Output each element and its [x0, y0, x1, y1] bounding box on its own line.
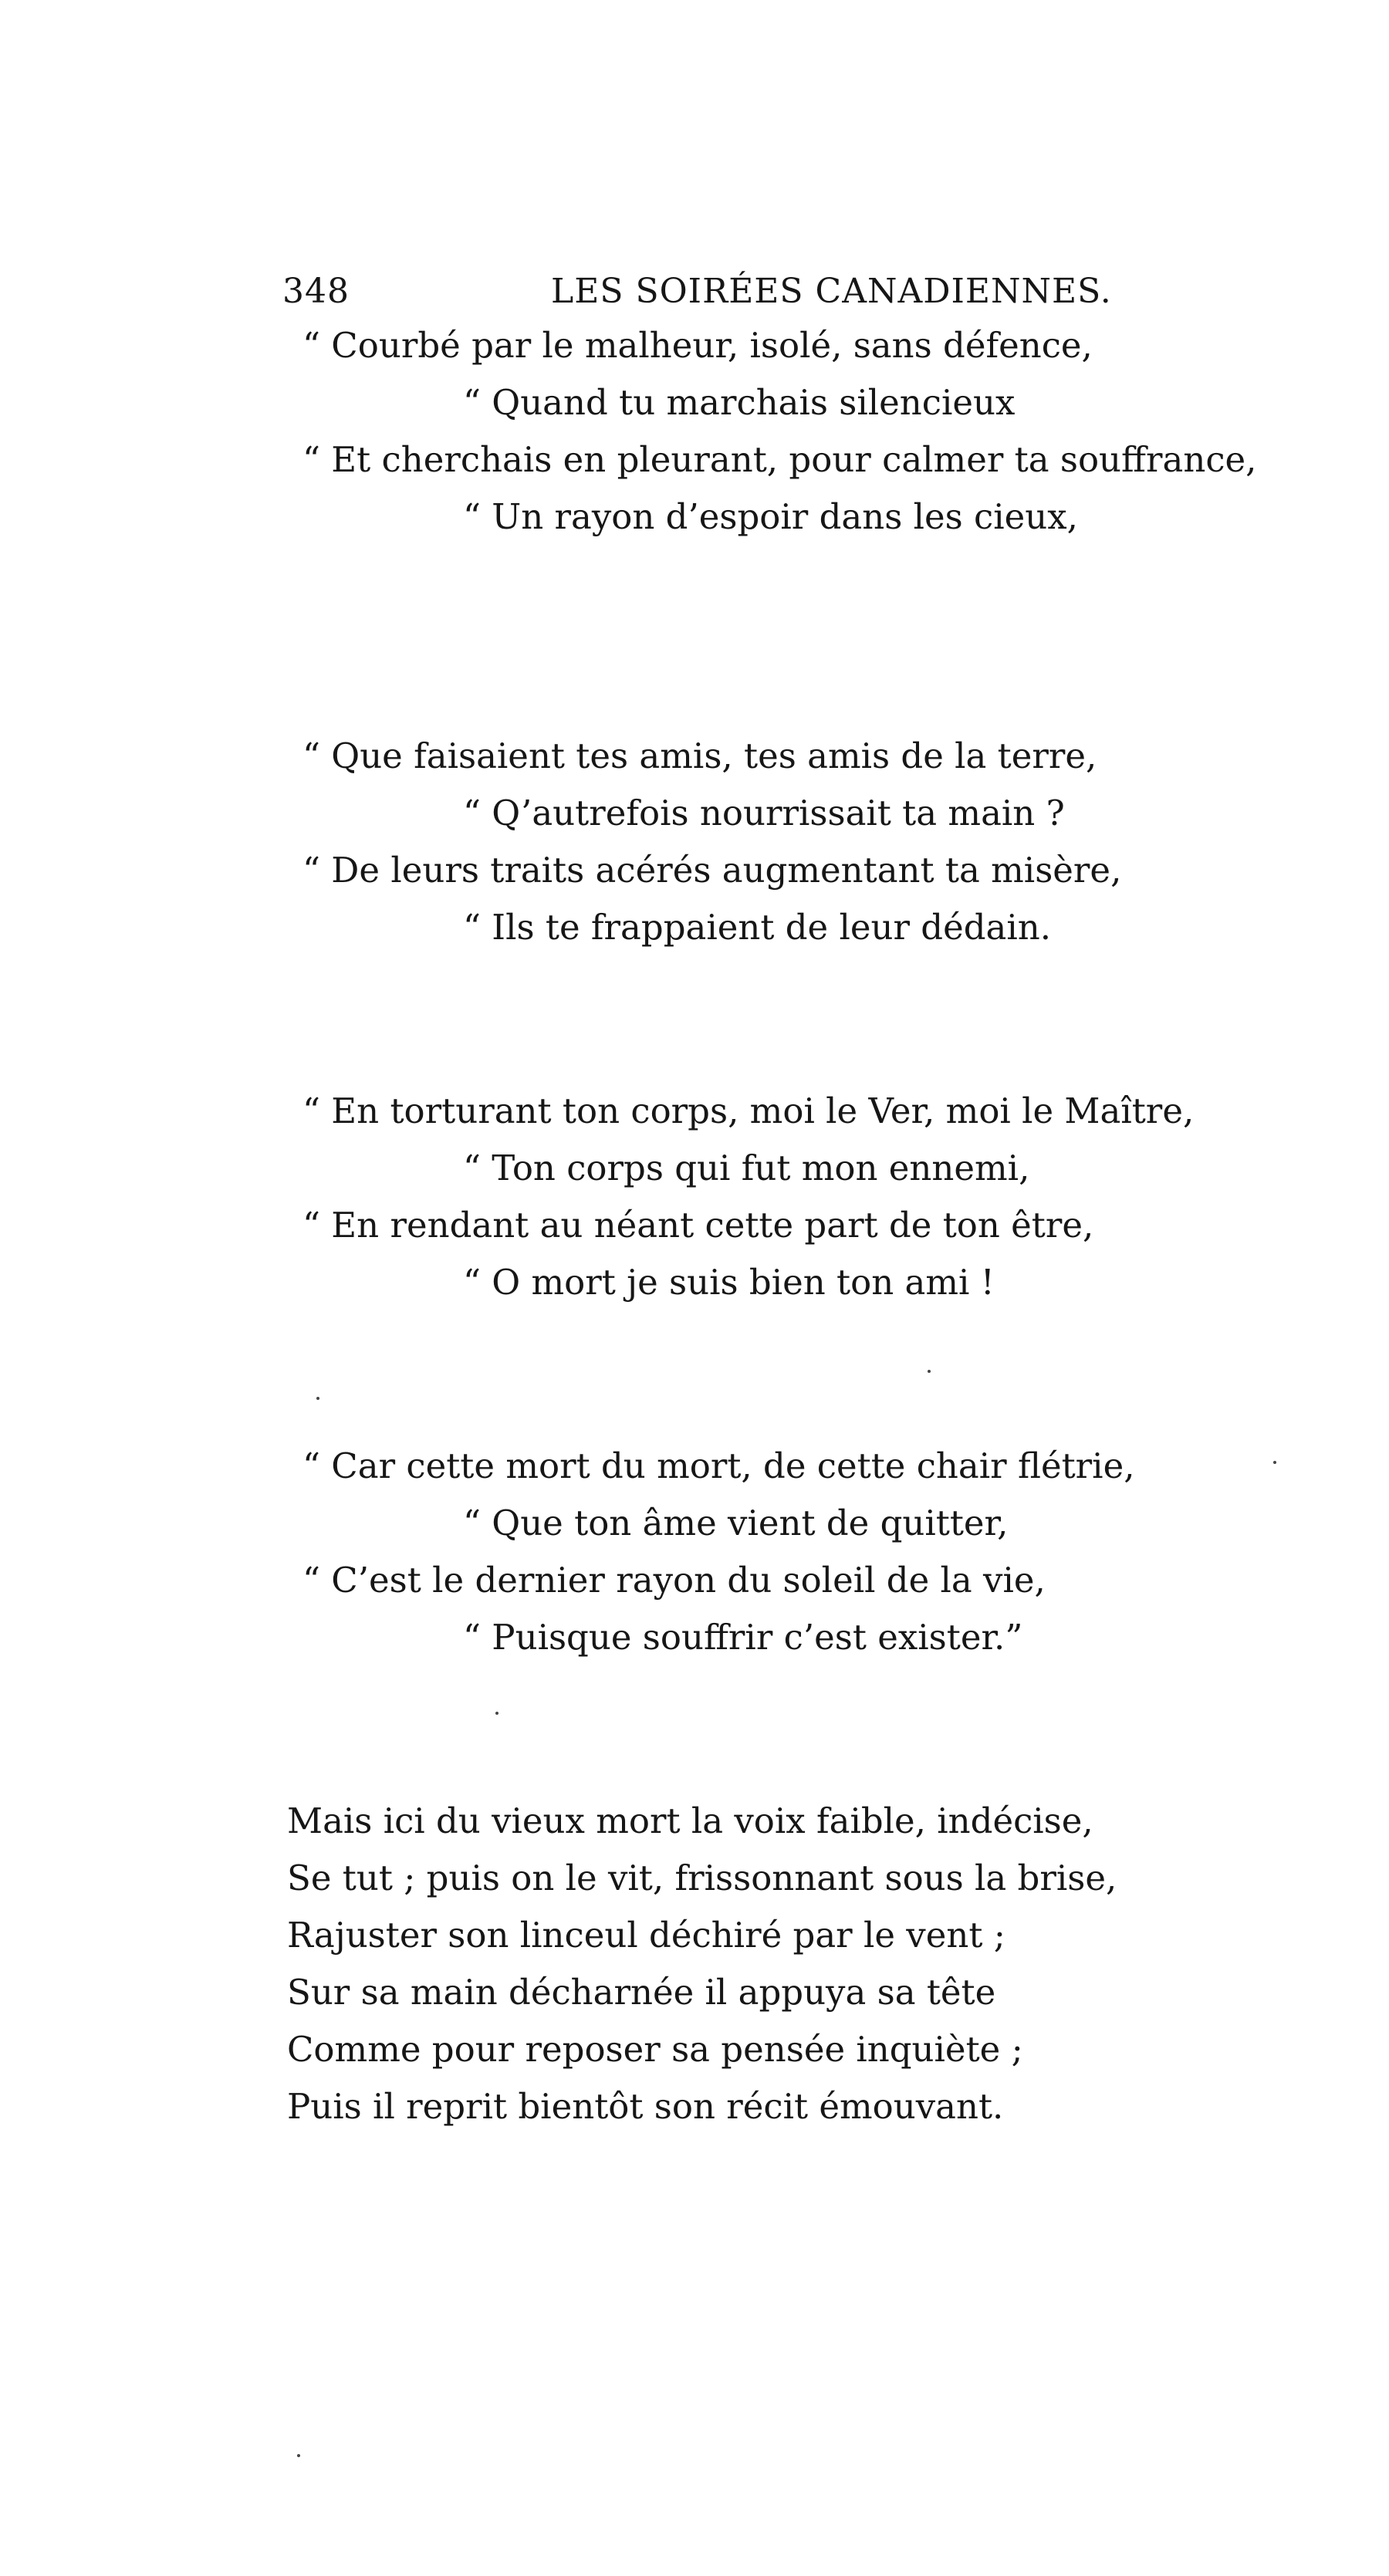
verse-line: “ Et cherchais en pleurant, pour calmer ta souffrance, — [302, 439, 1257, 480]
verse-line: “ Courbé par le malheur, isolé, sans défence, — [302, 325, 1093, 366]
verse-line: “ Puisque souffrir c’est exister.” — [463, 1617, 1023, 1658]
narrative-line: Sur sa main décharnée il appuya sa tête — [287, 1972, 996, 2013]
narrative-line: Rajuster son linceul déchiré par le vent ; — [287, 1915, 1005, 1956]
running-title: LES SOIRÉES CANADIENNES. — [551, 272, 1112, 311]
verse-line: “ En torturant ton corps, moi le Ver, moi le Maître, — [302, 1090, 1195, 1131]
verse-line: “ Ils te frappaient de leur dédain. — [463, 907, 1052, 948]
narrative-line: Puis il reprit bientôt son récit émouvant. — [287, 2086, 1004, 2127]
verse-line: “ En rendant au néant cette part de ton être, — [302, 1205, 1094, 1246]
narrative-line: Mais ici du vieux mort la voix faible, indécise, — [287, 1800, 1093, 1841]
verse-line: “ Car cette mort du mort, de cette chair flétrie, — [302, 1445, 1135, 1486]
narrative-line: Se tut ; puis on le vit, frissonnant sous la brise, — [287, 1858, 1117, 1898]
narrative-line: Comme pour reposer sa pensée inquiète ; — [287, 2029, 1023, 2070]
running-head — [282, 272, 1116, 318]
verse-line: “ Que faisaient tes amis, tes amis de la terre, — [302, 735, 1097, 776]
scan-speck — [495, 1712, 498, 1715]
verse-line: “ Que ton âme vient de quitter, — [463, 1503, 1009, 1543]
verse-line: “ De leurs traits acérés augmentant ta misère, — [302, 850, 1122, 891]
verse-line: “ Q’autrefois nourrissait ta main ? — [463, 793, 1065, 833]
scan-speck — [1273, 1461, 1276, 1464]
verse-line: “ Ton corps qui fut mon ennemi, — [463, 1148, 1030, 1188]
verse-line: “ Quand tu marchais silencieux — [463, 382, 1016, 423]
verse-line: “ Un rayon d’espoir dans les cieux, — [463, 496, 1078, 537]
scan-speck — [928, 1370, 931, 1373]
scan-speck — [297, 2454, 300, 2457]
verse-line: “ C’est le dernier rayon du soleil de la vie, — [302, 1560, 1046, 1601]
verse-line: “ O mort je suis bien ton ami ! — [463, 1262, 995, 1303]
scan-speck — [316, 1397, 319, 1400]
page-number: 348 — [282, 272, 350, 311]
